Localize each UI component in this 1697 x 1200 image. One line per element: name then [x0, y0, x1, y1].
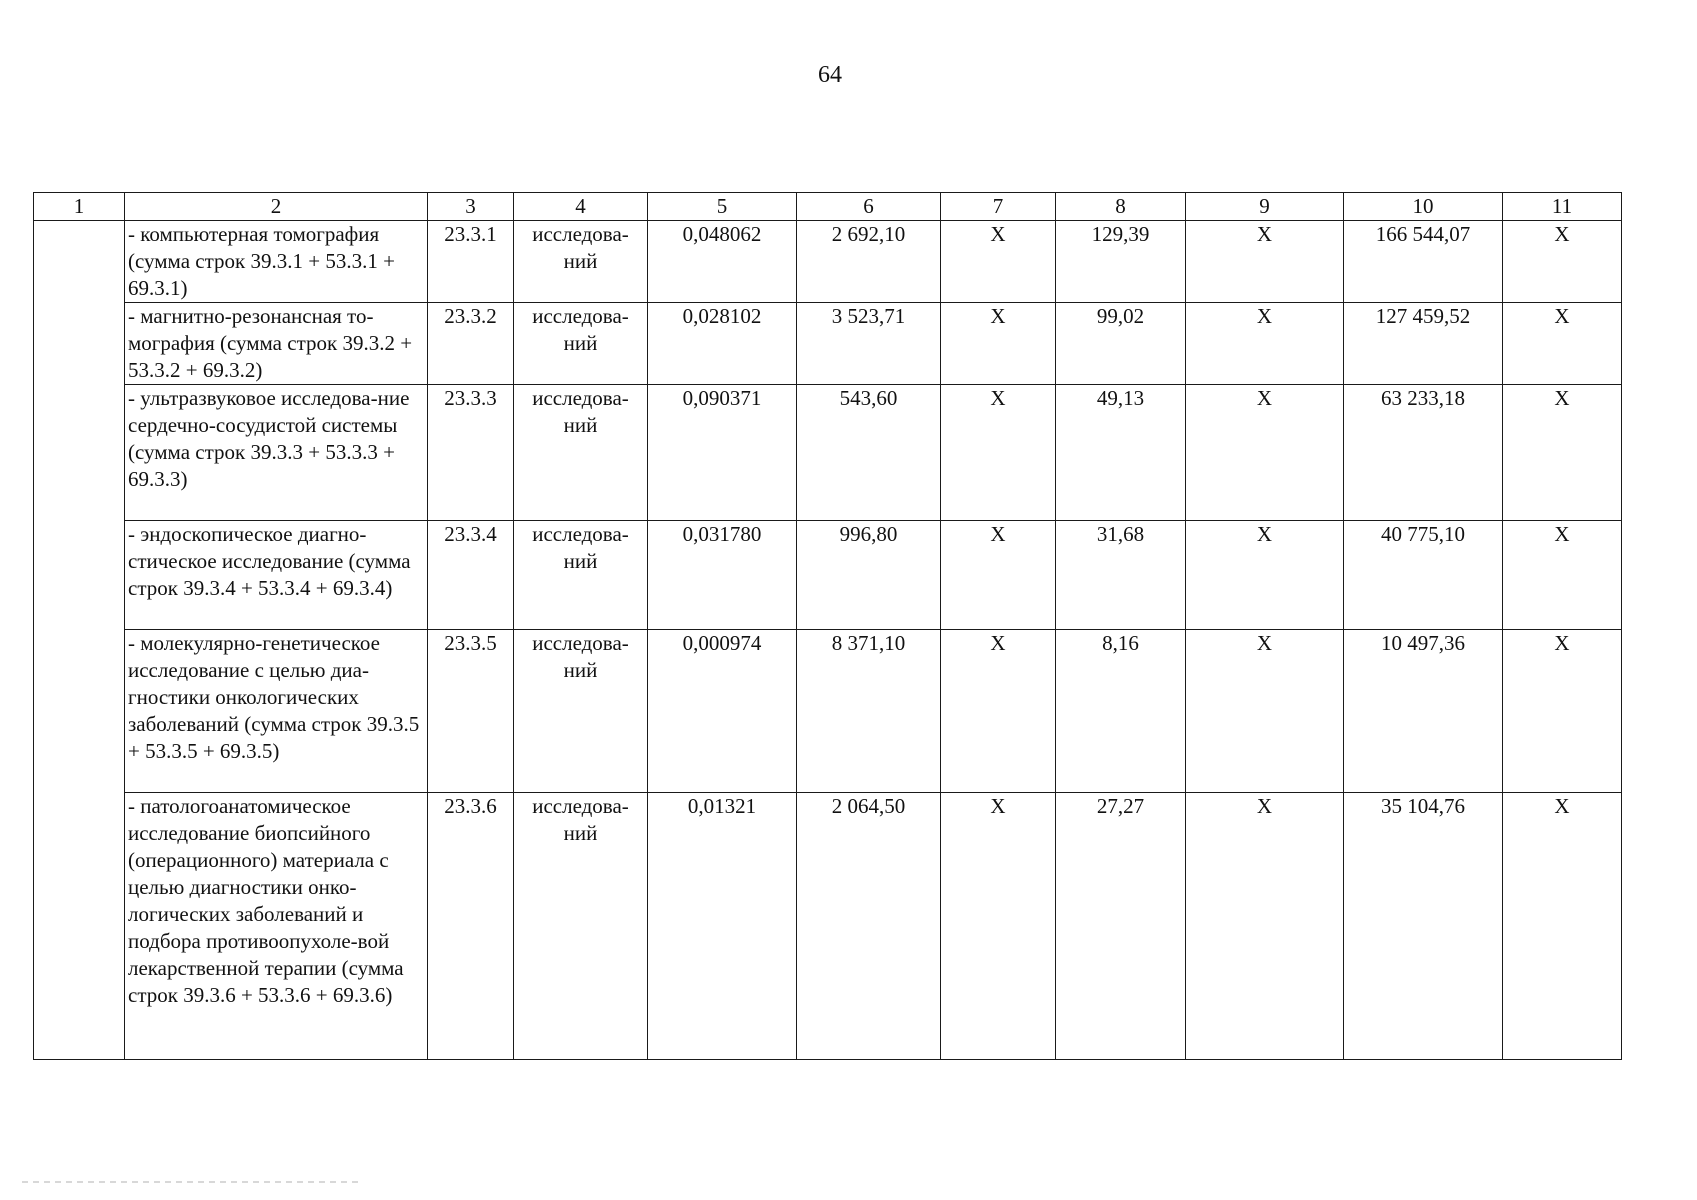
header-cell-1: 1	[34, 193, 125, 221]
cell-name: - ультразвуковое исследова-ние сердечно-сосудистой системы (сумма строк 39.3.3 + 53.3.3 + 69.3.3)	[125, 385, 428, 521]
cell-col5: 0,090371	[648, 385, 797, 521]
table-row	[34, 385, 1622, 521]
cell-unit: исследова-ний	[514, 521, 648, 630]
cell-code: 23.3.6	[428, 793, 514, 1060]
header-cell-2: 2	[125, 193, 428, 221]
cell-col5: 0,031780	[648, 521, 797, 630]
header-cell-3: 3	[428, 193, 514, 221]
header-cell-4: 4	[514, 193, 648, 221]
cell-col5: 0,000974	[648, 630, 797, 793]
table-row	[34, 221, 1622, 303]
cell-col7: Х	[941, 385, 1056, 521]
header-cell-8: 8	[1056, 193, 1186, 221]
cell-col9: Х	[1186, 385, 1344, 521]
page-number: 64	[818, 62, 842, 88]
cell-col7: Х	[941, 521, 1056, 630]
data-table	[33, 192, 1622, 1060]
table-row	[34, 521, 1622, 630]
cell-name: - патологоанатомическое исследование биопсийного (операционного) материала с целью диагностики онко-логических заболеваний и подбора противоопухоле-вой лекарственной терапии (сумма строк 39.3.6 + 53.3.6 + 69.3.6)	[125, 793, 428, 1060]
header-row	[34, 193, 1622, 221]
cell-col8: 49,13	[1056, 385, 1186, 521]
cell-col9: Х	[1186, 221, 1344, 303]
cell-col10: 10 497,36	[1344, 630, 1503, 793]
cell-code: 23.3.1	[428, 221, 514, 303]
cell-name: - молекулярно-генетическое исследование с целью диа-гностики онкологических заболеваний (сумма строк 39.3.5 + 53.3.5 + 69.3.5)	[125, 630, 428, 793]
header-cell-10: 10	[1344, 193, 1503, 221]
cell-col6: 8 371,10	[797, 630, 941, 793]
cell-col11: Х	[1503, 385, 1622, 521]
cell-col5: 0,028102	[648, 303, 797, 385]
cell-name: - эндоскопическое диагно-стическое исследование (сумма строк 39.3.4 + 53.3.4 + 69.3.4)	[125, 521, 428, 630]
cell-col6: 996,80	[797, 521, 941, 630]
cell-col9: Х	[1186, 303, 1344, 385]
cell-col7: Х	[941, 221, 1056, 303]
table-row	[34, 630, 1622, 793]
cell-col5: 0,01321	[648, 793, 797, 1060]
cell-col8: 27,27	[1056, 793, 1186, 1060]
table-row	[34, 303, 1622, 385]
cell-col8: 99,02	[1056, 303, 1186, 385]
header-cell-7: 7	[941, 193, 1056, 221]
cell-col5: 0,048062	[648, 221, 797, 303]
cell-code: 23.3.2	[428, 303, 514, 385]
cell-col8: 129,39	[1056, 221, 1186, 303]
cell-unit: исследова-ний	[514, 303, 648, 385]
cell-code: 23.3.4	[428, 521, 514, 630]
scan-artifact	[22, 1181, 362, 1183]
cell-col1	[34, 221, 125, 1060]
cell-col6: 2 064,50	[797, 793, 941, 1060]
cell-col9: Х	[1186, 793, 1344, 1060]
cell-unit: исследова-ний	[514, 385, 648, 521]
header-cell-9: 9	[1186, 193, 1344, 221]
cell-col11: Х	[1503, 521, 1622, 630]
header-cell-5: 5	[648, 193, 797, 221]
cell-col10: 63 233,18	[1344, 385, 1503, 521]
cell-col7: Х	[941, 630, 1056, 793]
cell-col11: Х	[1503, 793, 1622, 1060]
cell-col8: 8,16	[1056, 630, 1186, 793]
cell-unit: исследова-ний	[514, 793, 648, 1060]
cell-col7: Х	[941, 793, 1056, 1060]
cell-col10: 40 775,10	[1344, 521, 1503, 630]
cell-unit: исследова-ний	[514, 630, 648, 793]
cell-col10: 35 104,76	[1344, 793, 1503, 1060]
cell-col9: Х	[1186, 521, 1344, 630]
cell-col6: 3 523,71	[797, 303, 941, 385]
cell-col11: Х	[1503, 221, 1622, 303]
header-cell-6: 6	[797, 193, 941, 221]
cell-name: - магнитно-резонансная то-мография (сумма строк 39.3.2 + 53.3.2 + 69.3.2)	[125, 303, 428, 385]
cell-col10: 166 544,07	[1344, 221, 1503, 303]
cell-col6: 2 692,10	[797, 221, 941, 303]
cell-col11: Х	[1503, 303, 1622, 385]
cell-code: 23.3.5	[428, 630, 514, 793]
table-row	[34, 793, 1622, 1060]
cell-col11: Х	[1503, 630, 1622, 793]
cell-col8: 31,68	[1056, 521, 1186, 630]
cell-code: 23.3.3	[428, 385, 514, 521]
cell-col6: 543,60	[797, 385, 941, 521]
cell-unit: исследова-ний	[514, 221, 648, 303]
header-cell-11: 11	[1503, 193, 1622, 221]
cell-col7: Х	[941, 303, 1056, 385]
cell-col9: Х	[1186, 630, 1344, 793]
cell-name: - компьютерная томография (сумма строк 39.3.1 + 53.3.1 + 69.3.1)	[125, 221, 428, 303]
cell-col10: 127 459,52	[1344, 303, 1503, 385]
